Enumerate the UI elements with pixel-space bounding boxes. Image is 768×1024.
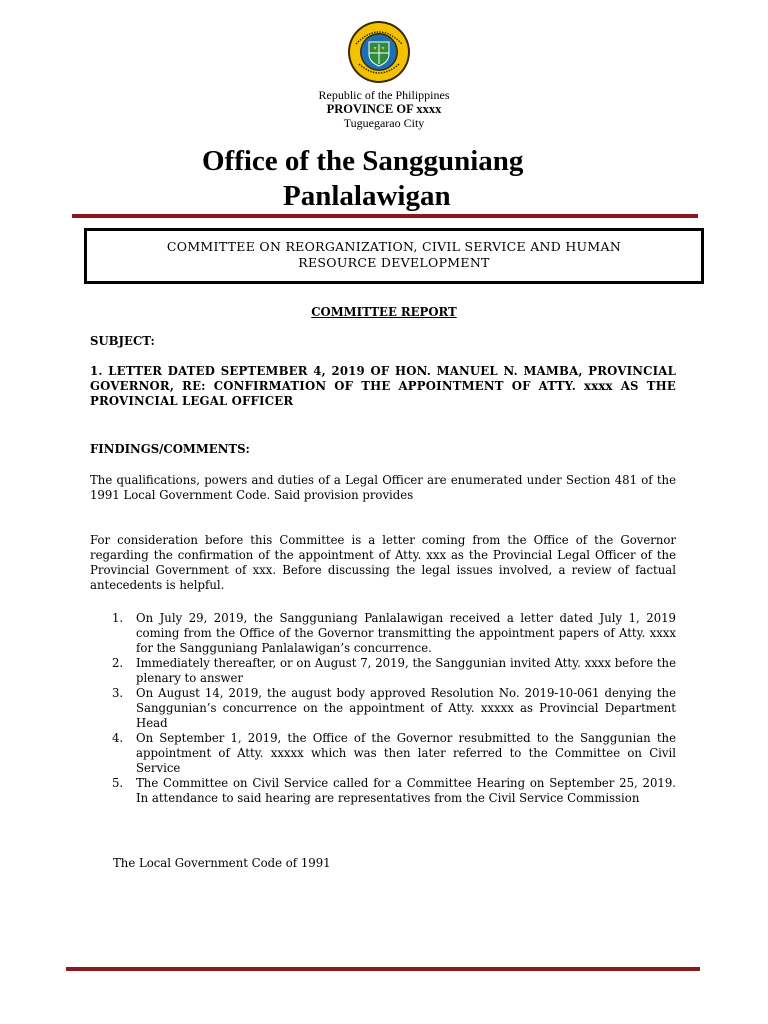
list-item-text: On September 1, 2019, the Office of the Governor resubmitted to the Sanggunian the appointment of Atty. xxxxx which was then later referred to the Committee on Civil Service — [136, 731, 676, 775]
report-title: COMMITTEE REPORT — [311, 305, 457, 319]
list-item-text: The Committee on Civil Service called for a Committee Hearing on September 25, 2019. In attendance to said hearing are representatives from the Civil Service Commission — [136, 776, 676, 805]
committee-line1: COMMITTEE ON REORGANIZATION, CIVIL SERVICE AND HUMAN — [166, 239, 622, 254]
list-item-number: 3. — [112, 686, 124, 700]
header-country: Republic of the Philippines — [318, 88, 450, 102]
footer-divider — [66, 967, 700, 971]
subject-label: SUBJECT: — [90, 334, 155, 348]
findings-label: FINDINGS/COMMENTS: — [90, 442, 250, 456]
committee-line2: RESOURCE DEVELOPMENT — [298, 255, 490, 270]
list-item — [112, 656, 676, 686]
antecedents-list — [90, 611, 676, 806]
closing-line: The Local Government Code of 1991 — [113, 856, 331, 870]
list-item-number: 1. — [112, 611, 124, 625]
findings-paragraph-1: The qualifications, powers and duties of a Legal Officer are enumerated under Section 481 of the 1991 Local Government Code. Said provision provides — [90, 473, 676, 502]
header-province: PROVINCE OF xxxx — [326, 102, 442, 116]
subject-text: 1. LETTER DATED SEPTEMBER 4, 2019 OF HON. MANUEL N. MAMBA, PROVINCIAL GOVERNOR, RE: CONFIRMATION OF THE APPOINTMENT OF ATTY. xxxx AS THE PROVINCIAL LEGAL OFFICER — [90, 364, 676, 408]
office-title-line1: Office of the Sangguniang — [202, 145, 524, 177]
office-title-line2: Panlalawigan — [283, 180, 451, 212]
list-item-number: 2. — [112, 656, 124, 670]
list-item — [112, 686, 676, 731]
list-item-number: 4. — [112, 731, 124, 745]
list-item-number: 5. — [112, 776, 124, 790]
list-item-text: Immediately thereafter, or on August 7, 2019, the Sanggunian invited Atty. xxxx before the plenary to answer — [136, 656, 676, 685]
list-item-text: On July 29, 2019, the Sangguniang Panlalawigan received a letter dated July 1, 2019 coming from the Office of the Governor transmitting the appointment papers of Atty. xxxx for the Sangguniang Panlalawigan’s concurrence. — [136, 611, 676, 655]
province-seal-logo — [347, 20, 411, 84]
list-item-text: On August 14, 2019, the august body approved Resolution No. 2019-10-061 denying the Sanggunian’s concurrence on the appointment of Atty. xxxxx as Provincial Department Head — [136, 686, 676, 730]
list-item — [112, 776, 676, 806]
list-item — [112, 611, 676, 656]
list-item — [112, 731, 676, 776]
header-divider — [72, 214, 698, 218]
header-city: Tuguegarao City — [343, 116, 425, 130]
committee-box — [84, 228, 704, 284]
findings-paragraph-2: For consideration before this Committee is a letter coming from the Office of the Governor regarding the confirmation of the appointment of Atty. xxx as the Provincial Legal Officer of the Provincial Government of xxx. Before discussing the legal issues involved, a review of factual antecedents is helpful. — [90, 533, 676, 592]
